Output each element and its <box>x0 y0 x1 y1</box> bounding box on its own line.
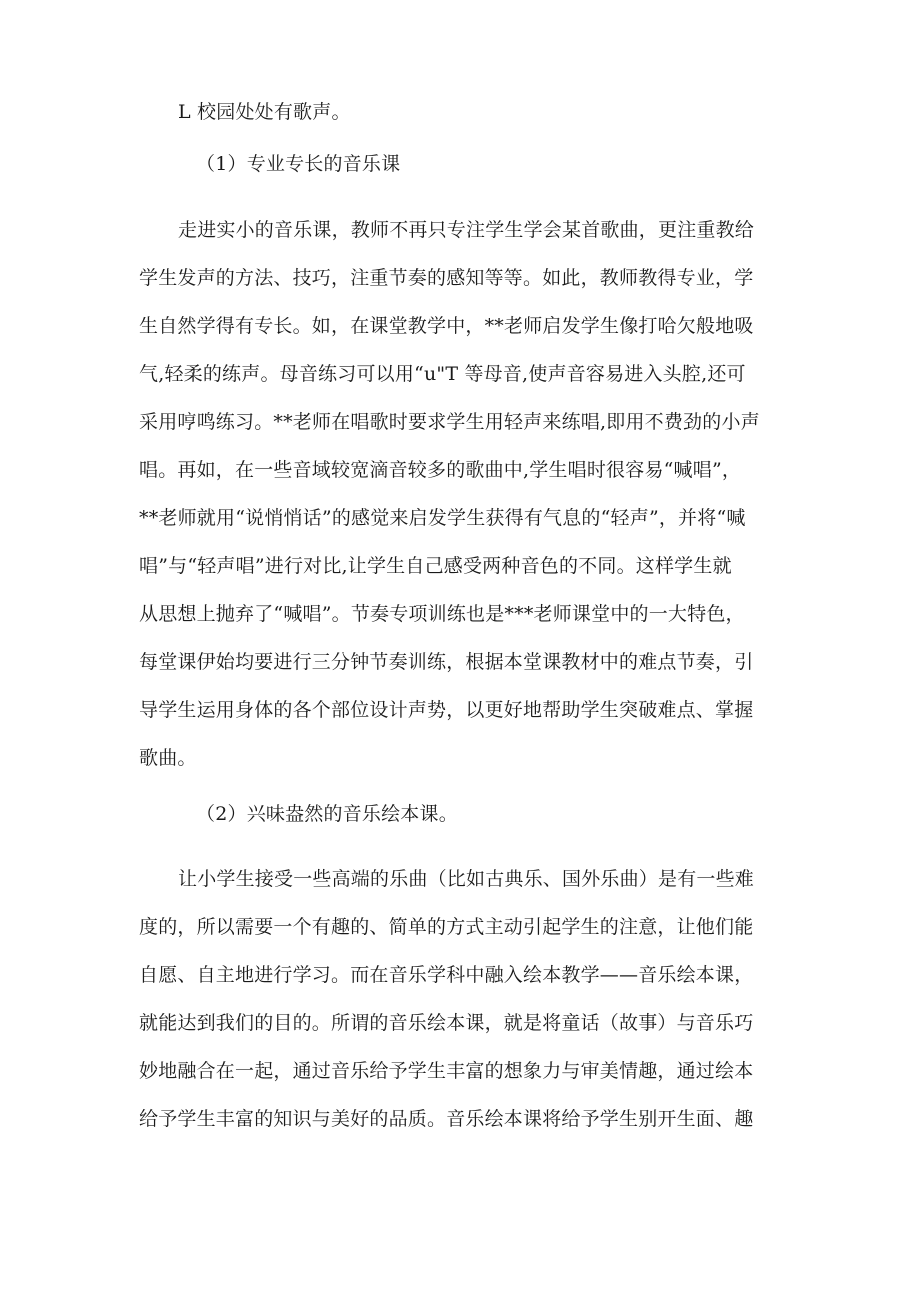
paragraph-line: 导学生运用身体的各个部位设计声势，以更好地帮助学生突破难点、掌握 <box>139 699 754 721</box>
paragraph-line: 气,轻柔的练声。母音练习可以用“u"T 等母音,使声音容易进入头腔,还可 <box>139 363 746 385</box>
paragraph-line: 给予学生丰富的知识与美好的品质。音乐绘本课将给予学生别开生面、趣 <box>139 1108 754 1130</box>
paragraph-line: 歌曲。 <box>139 747 197 769</box>
paragraph-line: 走进实小的音乐课，教师不再只专注学生学会某首歌曲，更注重教给 <box>178 219 755 241</box>
subsection-title-1: （1）专业专长的音乐课 <box>196 153 401 175</box>
paragraph-line: 自愿、自主地进行学习。而在音乐学科中融入绘本教学——音乐绘本课， <box>139 964 754 986</box>
paragraph-line: 让小学生接受一些高端的乐曲（比如古典乐、国外乐曲）是有一些难 <box>178 868 755 890</box>
paragraph-line: 妙地融合在一起，通过音乐给予学生丰富的想象力与审美情趣，通过绘本 <box>139 1060 754 1082</box>
section-title: L 校园处处有歌声。 <box>178 101 351 123</box>
paragraph-line: 从思想上抛弃了“喊唱”。节奏专项训练也是***老师课堂中的一大特色， <box>139 603 745 625</box>
subsection-title-2: （2）兴味盎然的音乐绘本课。 <box>196 803 458 825</box>
paragraph-line: 就能达到我们的目的。所谓的音乐绘本课，就是将童话（故事）与音乐巧 <box>139 1012 754 1034</box>
paragraph-line: 唱。再如，在一些音域较宽滴音较多的歌曲中,学生唱时很容易“喊唱”， <box>139 459 742 481</box>
paragraph-line: **老师就用“说悄悄话”的感觉来启发学生获得有气息的“轻声”，并将“喊 <box>139 507 746 529</box>
paragraph-line: 唱”与“轻声唱”进行对比,让学生自己感受两种音色的不同。这样学生就 <box>139 555 732 577</box>
paragraph-line: 度的，所以需要一个有趣的、简单的方式主动引起学生的注意，让他们能 <box>139 916 754 938</box>
paragraph-line: 生自然学得有专长。如，在课堂教学中，**老师启发学生像打哈欠般地吸 <box>139 315 754 337</box>
paragraph-line: 学生发声的方法、技巧，注重节奏的感知等等。如此，教师教得专业，学 <box>139 267 754 289</box>
paragraph-line: 采用哼鸣练习。**老师在唱歌时要求学生用轻声来练唱,即用不费劲的小声 <box>139 411 760 433</box>
paragraph-line: 每堂课伊始均要进行三分钟节奏训练，根据本堂课教材中的难点节奏，引 <box>139 651 754 673</box>
